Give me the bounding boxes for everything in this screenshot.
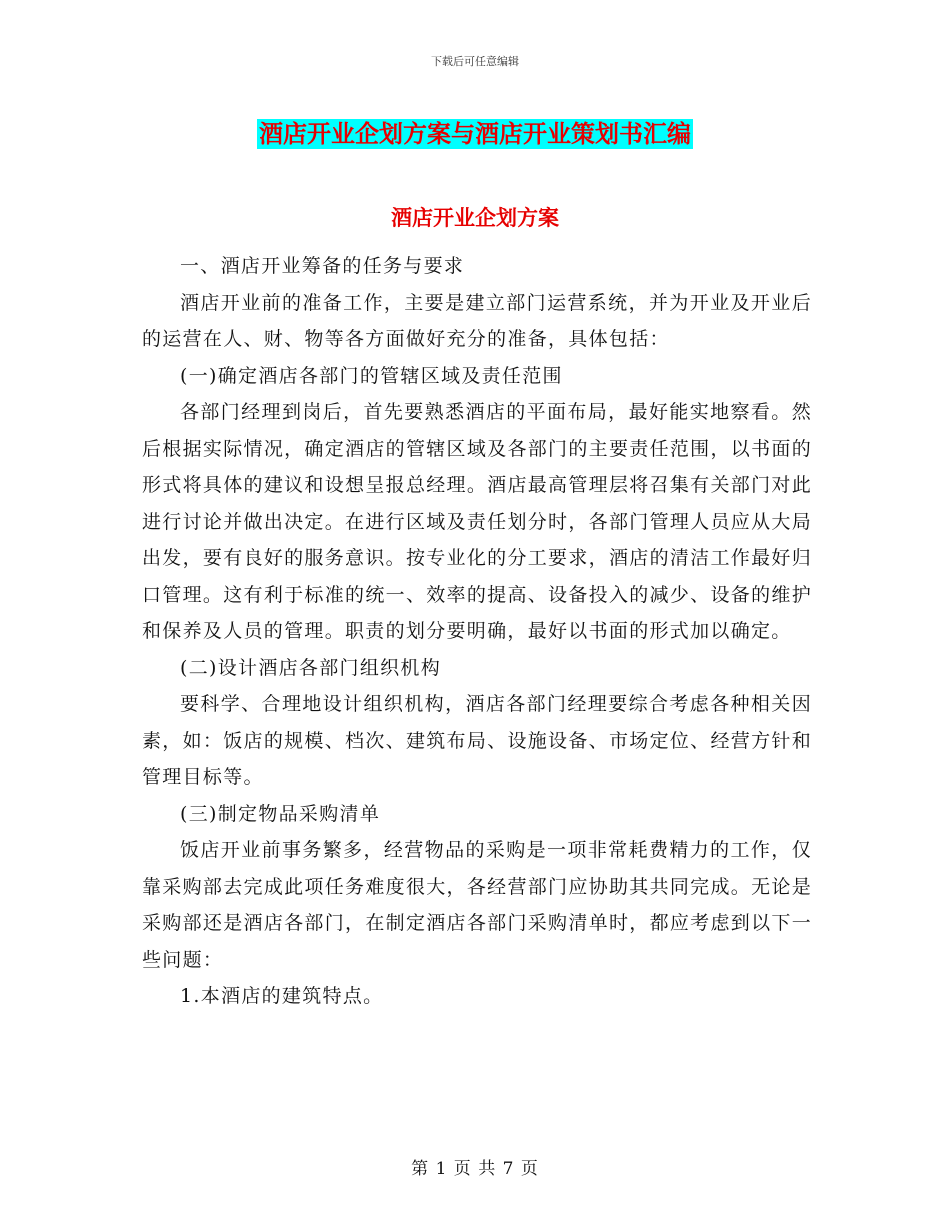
list-item-1: 1.本酒店的建筑特点。: [180, 985, 384, 1007]
paragraph-organization: 要科学、合理地设计组织机构，酒店各部门经理要综合考虑各种相关因素，如：饭店的规模、档次、建筑布局、设施设备、市场定位、经营方针和管理目标等。: [142, 693, 812, 788]
page-footer: 第 1 页 共 7 页: [411, 1159, 539, 1179]
document-title-text: 酒店开业企划方案与酒店开业策划书汇编: [259, 120, 691, 148]
paragraph-intro: 酒店开业前的准备工作，主要是建立部门运营系统，并为开业及开业后的运营在人、财、物等各方面做好充分的准备，具体包括：: [142, 291, 812, 350]
header-note: 下载后可任意编辑: [431, 55, 519, 68]
subheading-1-areas: (一)确定酒店各部门的管辖区域及责任范围: [180, 364, 563, 387]
document-title: [0, 112, 950, 151]
section-title: 酒店开业企划方案: [391, 206, 559, 230]
heading-1-tasks: 一、酒店开业筹备的任务与要求: [180, 255, 465, 277]
subheading-3-purchasing: (三)制定物品采购清单: [180, 802, 381, 825]
subheading-2-organization: (二)设计酒店各部门组织机构: [180, 656, 442, 679]
document-body: [142, 248, 812, 1015]
paragraph-purchasing: 饭店开业前事务繁多，经营物品的采购是一项非常耗费精力的工作，仅靠采购部去完成此项任务难度很大，各经营部门应协助其共同完成。无论是采购部还是酒店各部门，在制定酒店各部门采购清单时，都应考虑到以下一些问题：: [142, 839, 812, 971]
paragraph-areas: 各部门经理到岗后，首先要熟悉酒店的平面布局，最好能实地察看。然后根据实际情况，确定酒店的管辖区域及各部门的主要责任范围，以书面的形式将具体的建议和设想呈报总经理。酒店最高管理层将召集有关部门对此进行讨论并做出决定。在进行区域及责任划分时，各部门管理人员应从大局出发，要有良好的服务意识。按专业化的分工要求，酒店的清洁工作最好归口管理。这有利于标准的统一、效率的提高、设备投入的减少、设备的维护和保养及人员的管理。职责的划分要明确，最好以书面的形式加以确定。: [142, 401, 812, 642]
